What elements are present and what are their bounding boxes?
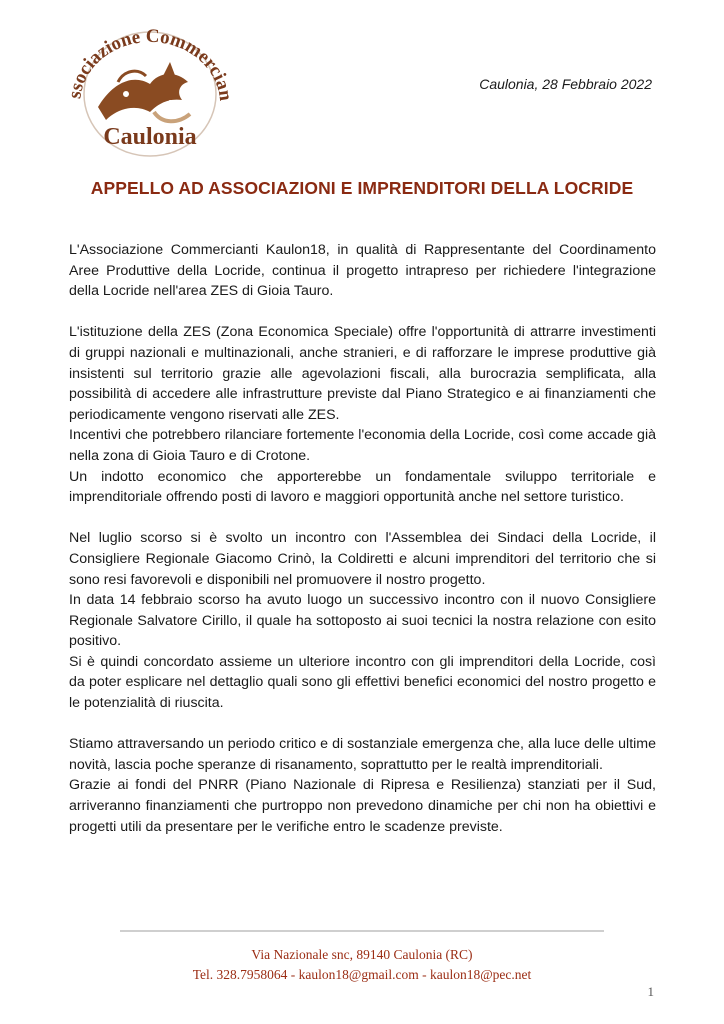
footer bbox=[0, 945, 724, 985]
association-logo bbox=[58, 12, 238, 162]
logo-text-bottom: Caulonia bbox=[103, 124, 197, 150]
logo-text-top: ssociazione Commercian bbox=[64, 25, 237, 103]
paragraph: Un indotto economico che apporterebbe un fondamentale sviluppo territoriale e imprenditoriale offrendo posti di lavoro e maggiori opportunità anche nel settore turistico. bbox=[69, 468, 656, 506]
footer-divider bbox=[120, 930, 604, 932]
document-date: Caulonia, 28 Febbraio 2022 bbox=[479, 76, 652, 92]
paragraph: L'Associazione Commercianti Kaulon18, in qualità di Rappresentante del Coordinamento Aree Produttive della Locride, continua il progetto intrapreso per richiedere l'integrazione della Locride nell'area ZES di Gioia Tauro. bbox=[69, 242, 656, 300]
paragraph: Si è quindi concordato assieme un ulteriore incontro con gli imprenditori della Locride, così da poter esplicare nel dettaglio quali sono gli effettivi benefici economici del nostro progetto e le potenzialità di riuscita. bbox=[69, 653, 656, 712]
page-number: 1 bbox=[647, 984, 654, 999]
paragraph: Stiamo attraversando un periodo critico e di sostanziale emergenza che, alla luce delle ultime novità, lascia poche speranze di risanamento, soprattutto per le realtà imprenditoriali. bbox=[69, 736, 656, 773]
footer-address: Via Nazionale snc, 89140 Caulonia (RC) bbox=[251, 947, 473, 962]
paragraph: L'istituzione della ZES (Zona Economica Speciale) offre l'opportunità di attrarre investimenti di gruppi nazionali e multinazionali, anche stranieri, e di rafforzare le imprese produttive già insistenti sul territorio grazie alle agevolazioni fiscali, alla burocrazia semplificata, alla possibilità di accedere alle infrastrutture previste dal Piano Strategico e ai finanziamenti che periodicamente vengono riservati alle ZES. bbox=[69, 324, 656, 423]
document-title: APPELLO AD ASSOCIAZIONI E IMPRENDITORI DELLA LOCRIDE bbox=[90, 178, 634, 198]
paragraph: Incentivi che potrebbero rilanciare fortemente l'economia della Locride, così come accade già nella zona di Gioia Tauro e di Crotone. bbox=[69, 427, 656, 464]
logo-text-mid: Kaulon18 bbox=[168, 99, 208, 110]
document-body bbox=[69, 240, 656, 837]
paragraph: Grazie ai fondi del PNRR (Piano Nazionale di Ripresa e Resilienza) stanziati per il Sud, arriveranno finanziamenti che purtroppo non prevedono dinamiche per chi non ha obiettivi e progetti utili da presentare per le verifiche entro le scadenze previste. bbox=[69, 777, 656, 835]
paragraph: Nel luglio scorso si è svolto un incontro con l'Assemblea dei Sindaci della Locride, il Consigliere Regionale Giacomo Crinò, la Coldiretti e alcuni imprenditori del territorio che si sono resi favorevoli e disponibili nel promuovere il nostro progetto. bbox=[69, 530, 656, 588]
paragraph: In data 14 febbraio scorso ha avuto luogo un successivo incontro con il nuovo Consigliere Regionale Salvatore Cirillo, il quale ha sottoposto ai suoi tecnici la nostra relazione con esito positivo. bbox=[69, 592, 656, 650]
footer-contacts: Tel. 328.7958064 - kaulon18@gmail.com - kaulon18@pec.net bbox=[192, 967, 532, 982]
